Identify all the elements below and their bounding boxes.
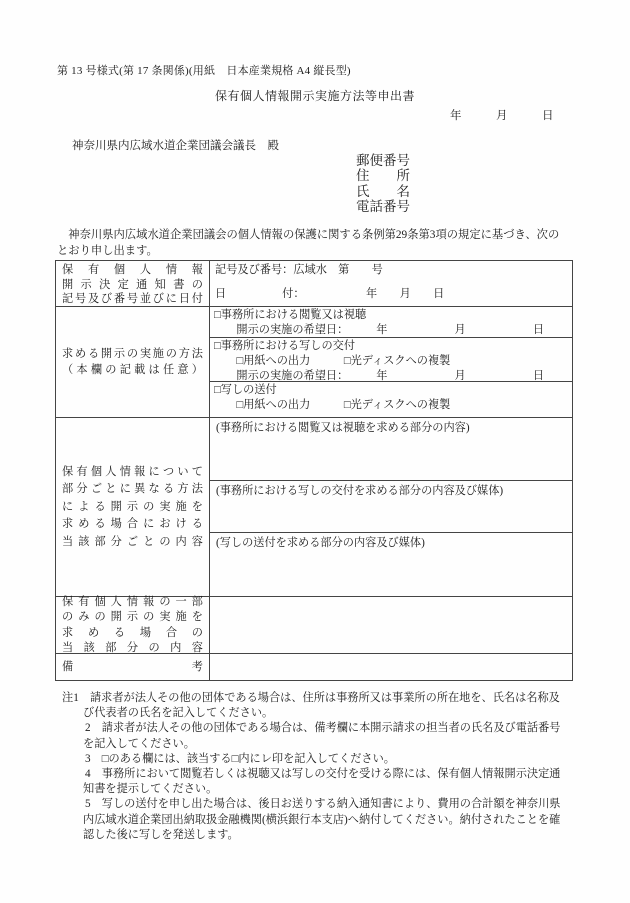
intro-paragraph: 神奈川県内広域水道企業団議会の個人情報の保護に関する条例第29条第3項の規定に基づき、次のとおり申し出ます。 — [57, 229, 560, 257]
partial-disclosure-header-cell — [56, 597, 210, 653]
header-line: 求 め る 開 示 の 実 施 の 方 法 — [62, 347, 203, 360]
main-table — [55, 260, 573, 681]
note-item-5: 5 写しの送付を申し出た場合は、後日お送りする納入通知書により、費用の合計額を神奈川県内広域水道企業団出納取扱金融機関(横浜銀行本支店)へ納付してください。納付されたことを確認した後に写しを発送します。 — [83, 798, 561, 841]
option-copy-at-office — [210, 338, 572, 382]
header-line: 開 示 決 定 通 知 書 の — [62, 278, 203, 291]
note-item-3: 3 □のある欄には、該当する□内にレ印を記入してください。 — [85, 752, 395, 765]
part-viewing-content: (事務所における閲覧又は視聴を求める部分の内容) — [210, 418, 572, 481]
date-line: 年 月 日 — [450, 110, 554, 122]
table-row-partial-disclosure — [56, 597, 572, 654]
header-line: 部 分 ご と に 異 な る 方 法 — [62, 483, 203, 495]
option-copy-by-mail — [210, 382, 572, 417]
postal-code-label: 郵便番号 — [356, 153, 410, 168]
part-mail-content: (写しの送付を求める部分の内容及び媒体) — [216, 537, 425, 549]
checkbox-suboptions-line: □用紙への出力 □光ディスクへの複製 — [214, 398, 451, 411]
table-row-remarks — [56, 654, 572, 680]
page-title: 保有個人情報開示実施方法等申出書 — [214, 89, 415, 103]
notice-number-value-cell — [210, 261, 572, 306]
checkbox-option-label: □写しの送付 — [214, 384, 277, 396]
header-line: 備 考 — [62, 660, 203, 673]
note-item-1: 注1 請求者が法人その他の団体である場合は、住所は事務所又は事業所の所在地を、氏名は名称及び代表者の氏名を記入してください。 — [62, 692, 560, 720]
different-methods-header-cell — [56, 418, 210, 596]
addressee-line: 神奈川県内広域水道企業団議会議長 殿 — [72, 140, 279, 152]
header-line: 保 有 個 人 情 報 に つ い て — [62, 465, 203, 478]
different-methods-parts-cell — [210, 418, 572, 596]
header-line: 求 め る 場 合 に お け る — [62, 518, 203, 530]
applicant-contact-block — [356, 153, 410, 214]
header-line: 求 め る 場 合 の — [62, 626, 203, 639]
table-row-different-methods — [56, 418, 572, 597]
checkbox-option-label: □事務所における写しの交付 — [214, 340, 356, 352]
header-line: （ 本 欄 の 記 載 は 任 意 ） — [62, 363, 203, 376]
notice-date-line: 日 付： 年 月 日 — [215, 288, 445, 301]
header-line: 当 該 部 分 ご と の 内 容 — [62, 535, 203, 548]
desired-date-line: 開示の実施の希望日： 年 月 日 — [214, 323, 545, 336]
desired-date-line: 開示の実施の希望日： 年 月 日 — [214, 369, 545, 382]
partial-disclosure-value-cell — [210, 597, 572, 653]
header-line: 保 有 個 人 情 報 の 一 部 — [62, 595, 203, 608]
notice-number-header-cell — [56, 261, 210, 306]
disclosure-method-options-cell — [210, 307, 572, 417]
notes-section — [62, 691, 565, 843]
address-label: 住 所 — [356, 168, 410, 184]
remarks-value-cell — [210, 654, 572, 680]
disclosure-method-header-cell — [56, 307, 210, 417]
notice-number-line: 記号及び番号：広域水 第 号 — [215, 264, 383, 276]
checkbox-suboptions-line: □用紙への出力 □光ディスクへの複製 — [214, 354, 451, 367]
note-item-4: 4 事務所において閲覧若しくは視聴又は写しの交付を受ける際には、保有個人情報開示決定通知書を提示してください。 — [83, 768, 561, 796]
note-item-2: 2 請求者が法人その他の団体である場合は、備考欄に本開示請求の担当者の氏名及び電話番号を記入してください。 — [83, 722, 561, 750]
header-line: に よ る 開 示 の 実 施 を — [62, 500, 203, 513]
name-label: 氏 名 — [356, 183, 410, 199]
header-line: 保 有 個 人 情 報 — [62, 264, 203, 276]
table-row-notice-number — [56, 261, 572, 307]
remarks-header-cell — [56, 654, 210, 680]
header-line: の み の 開 示 の 実 施 を — [62, 611, 203, 624]
form-number-line: 第 13 号様式(第 17 条関係)(用紙 日本産業規格 A4 縦長型) — [57, 65, 351, 77]
checkbox-option-label: □事務所における閲覧又は視聴 — [214, 309, 367, 321]
table-row-disclosure-method — [56, 307, 572, 418]
header-line: 当 該 部 分 の 内 容 — [62, 641, 203, 654]
header-line: 記 号 及 び 番 号 並 び に 日 付 — [62, 293, 203, 306]
part-copy-content: (事務所における写しの交付を求める部分の内容及び媒体) — [210, 481, 572, 533]
phone-label: 電話番号 — [356, 198, 410, 214]
option-viewing-at-office — [210, 307, 572, 338]
